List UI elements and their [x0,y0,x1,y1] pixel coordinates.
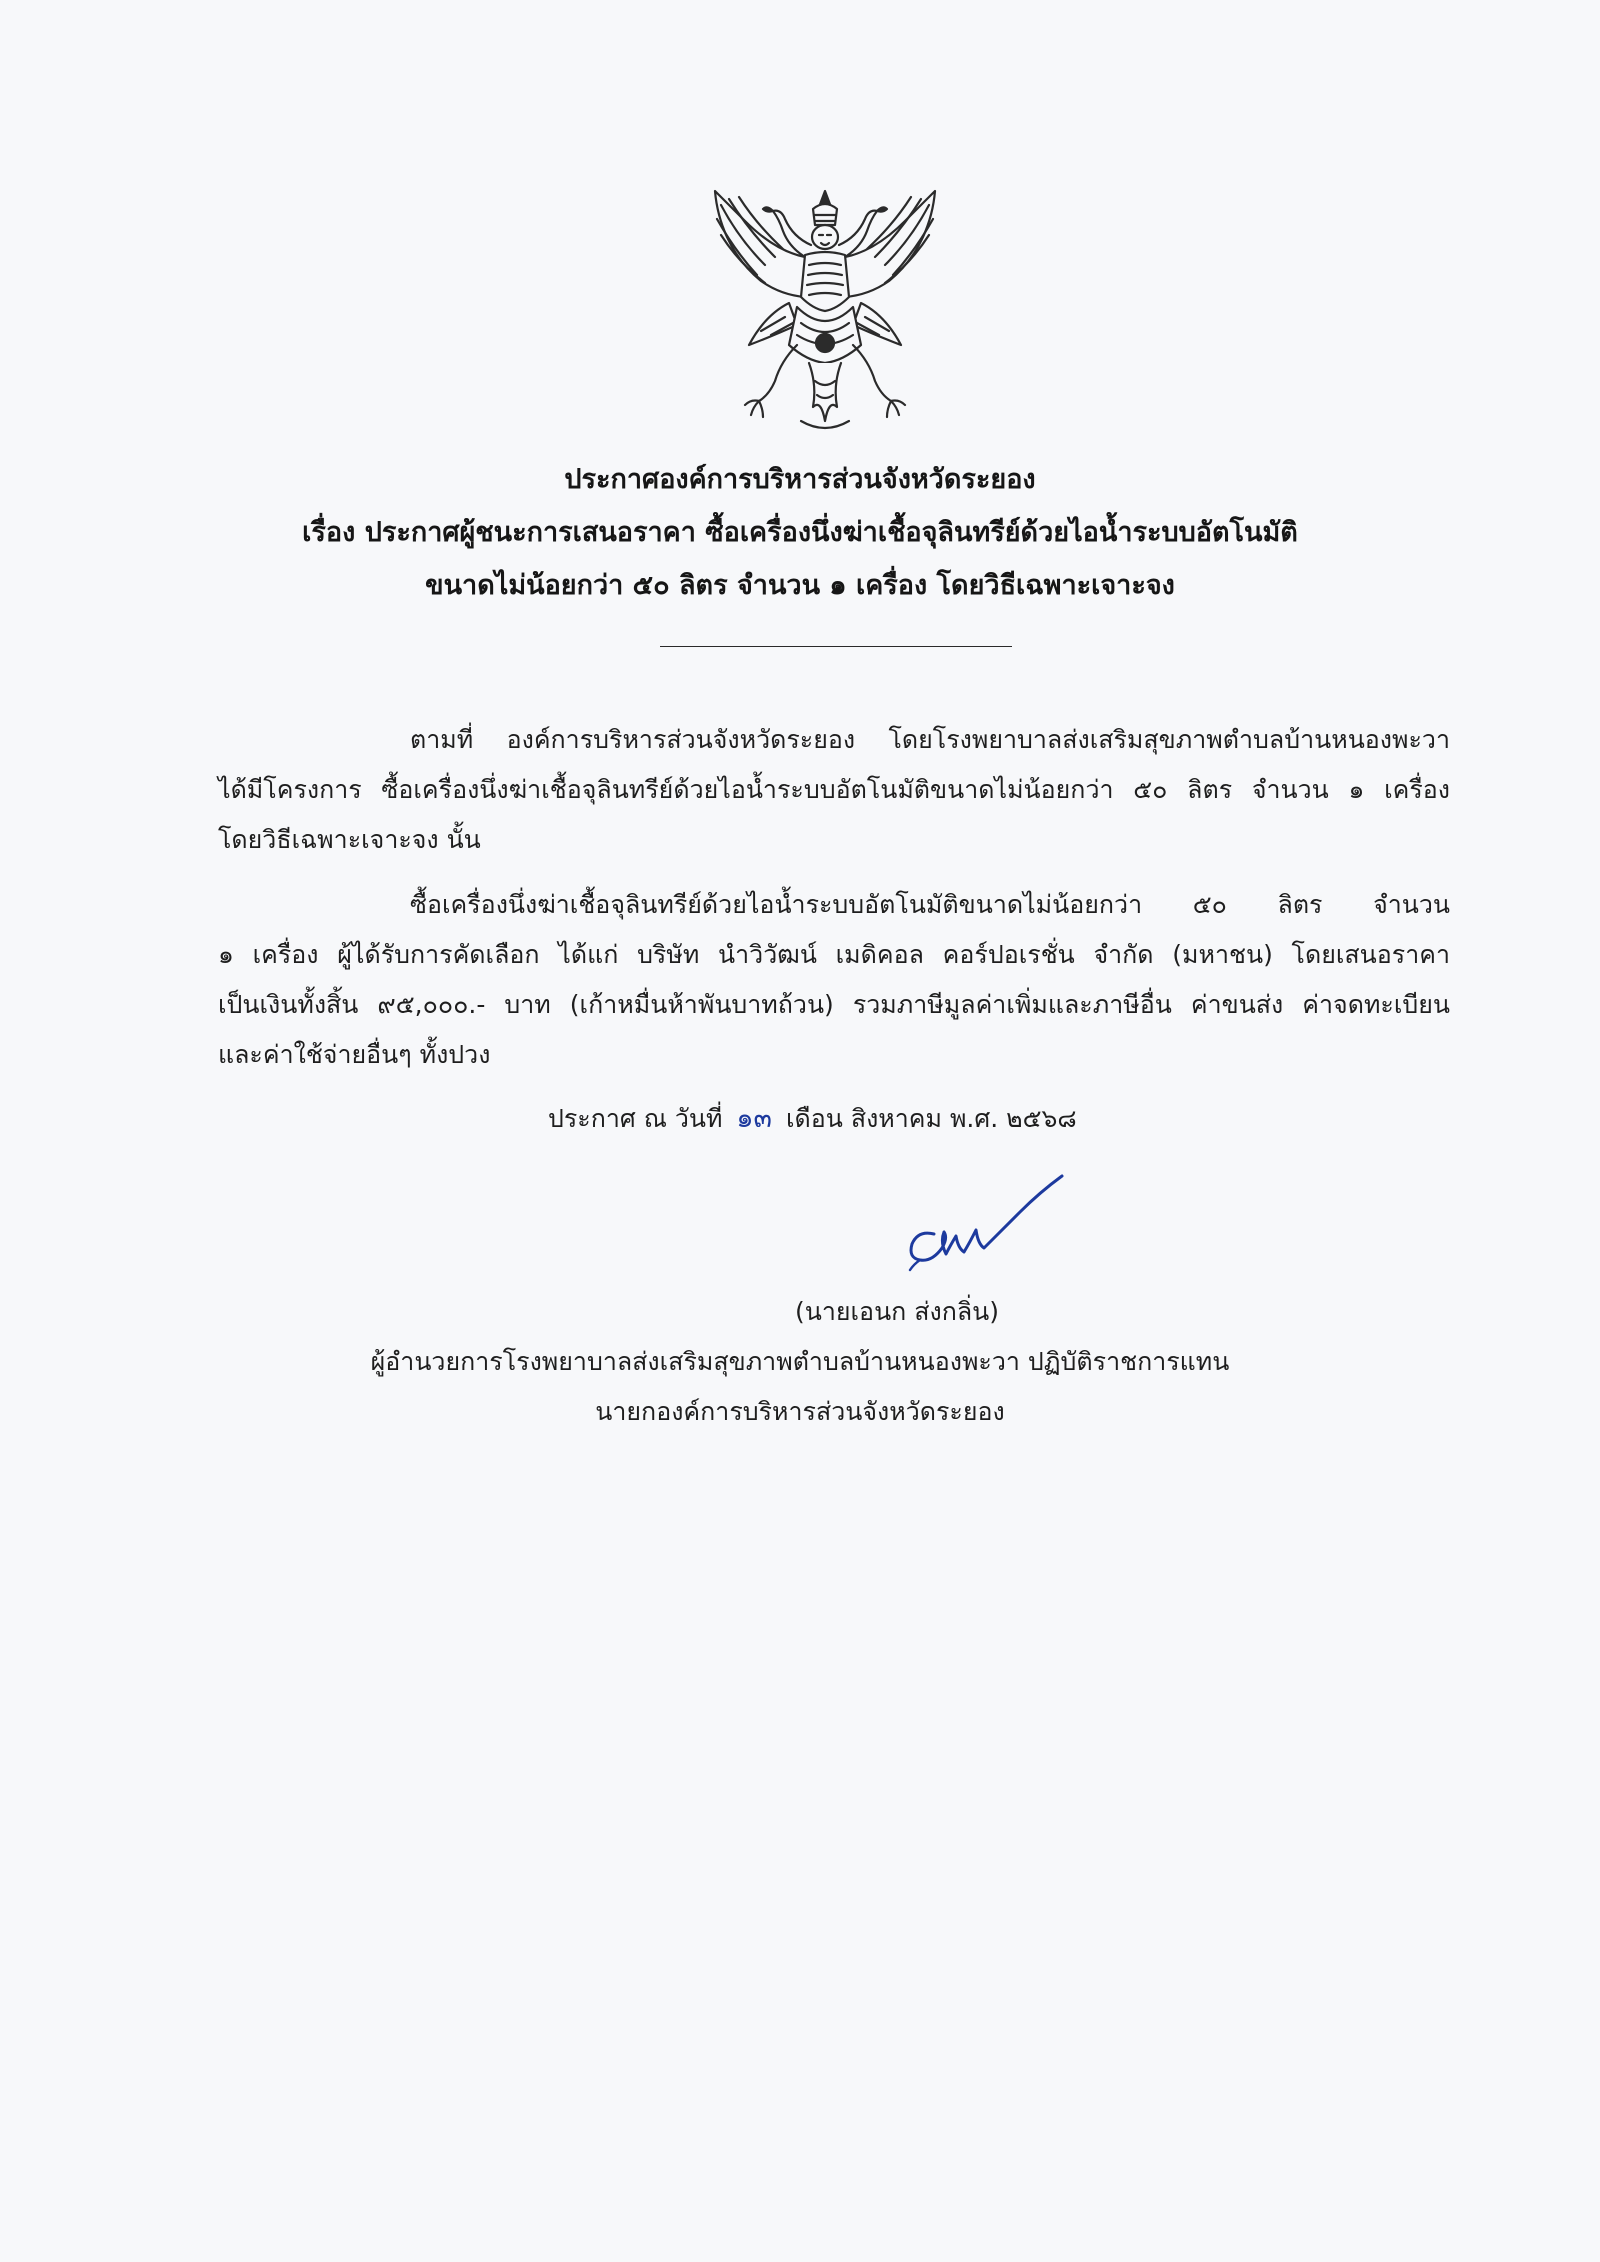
date-prefix: ประกาศ ณ วันที่ [548,1104,723,1133]
paragraph-1-line-2: ได้มีโครงการ ซื้อเครื่องนึ่งฆ่าเชื้อจุลินทรีย์ด้วยไอน้ำระบบอัตโนมัติขนาดไม่น้อยกว่า ๕๐ ลิตร จำนวน ๑ เครื่อง [218,775,1450,804]
paragraph-2-line-4: และค่าใช้จ่ายอื่นๆ ทั้งปวง [218,1040,491,1069]
signatory-position: ผู้อำนวยการโรงพยาบาลส่งเสริมสุขภาพตำบลบ้านหนองพะวา ปฏิบัติราชการแทน [370,1347,1230,1376]
paragraph-2-line-2: ๑ เครื่อง ผู้ได้รับการคัดเลือก ได้แก่ บริษัท นำวิวัฒน์ เมดิคอล คอร์ปอเรชั่น จำกัด (มหาชน) โดยเสนอราคา [218,940,1450,969]
paragraph-2-line-3: เป็นเงินทั้งสิ้น ๙๕,๐๐๐.- บาท (เก้าหมื่นห้าพันบาทถ้วน) รวมภาษีมูลค่าเพิ่มและภาษีอื่น ค่าขนส่ง ค่าจดทะเบียน [218,990,1450,1019]
announcement-subject-continued: ขนาดไม่น้อยกว่า ๕๐ ลิตร จำนวน ๑ เครื่อง โดยวิธีเฉพาะเจาะจง [425,570,1175,601]
signatory-position-continued: นายกองค์การบริหารส่วนจังหวัดระยอง [595,1397,1005,1426]
paragraph-1-line-1: ตามที่ องค์การบริหารส่วนจังหวัดระยอง โดยโรงพยาบาลส่งเสริมสุขภาพตำบลบ้านหนองพะวา [410,725,1450,754]
announcement-title: ประกาศองค์การบริหารส่วนจังหวัดระยอง [564,464,1036,495]
paragraph-1-line-3: โดยวิธีเฉพาะเจาะจง นั้น [218,825,481,854]
title-divider [660,646,1012,647]
paragraph-2-line-1: ซื้อเครื่องนึ่งฆ่าเชื้อจุลินทรีย์ด้วยไอน้ำระบบอัตโนมัติขนาดไม่น้อยกว่า ๕๐ ลิตร จำนวน [410,890,1450,919]
garuda-emblem-icon [705,185,945,440]
date-month-year: เดือน สิงหาคม พ.ศ. ๒๕๖๘ [785,1104,1077,1133]
announcement-date [548,1103,1077,1135]
signatory-name: (นายเอนก ส่งกลิ่น) [794,1297,1000,1326]
date-day-handwritten: ๑๓ [736,1103,773,1134]
signature-icon [890,1172,1075,1292]
announcement-subject: เรื่อง ประกาศผู้ชนะการเสนอราคา ซื้อเครื่องนึ่งฆ่าเชื้อจุลินทรีย์ด้วยไอน้ำระบบอัตโนมัติ [302,517,1298,548]
